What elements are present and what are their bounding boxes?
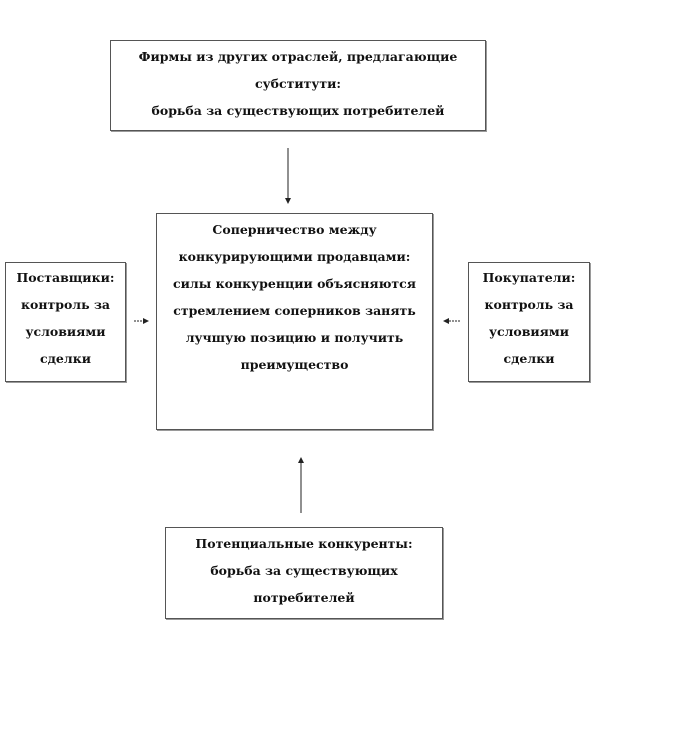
buyers-line-4: сделки	[503, 351, 555, 366]
potential-entrants-box	[165, 527, 443, 619]
entrants-line-3: потребителей	[253, 590, 355, 605]
substitutes-line-1: Фирмы из других отраслей, предлагающие	[138, 49, 458, 64]
rivalry-line-6: преимущество	[240, 357, 349, 372]
suppliers-box	[5, 262, 126, 382]
buyers-line-2: контроль за	[484, 297, 574, 312]
substitutes-box	[110, 40, 486, 131]
rivalry-line-4: стремлением соперников занять	[173, 303, 416, 318]
buyers-line-1: Покупатели:	[482, 270, 576, 285]
rivalry-box	[156, 213, 433, 430]
rivalry-line-3: силы конкуренции объясняются	[173, 276, 416, 291]
entrants-line-2: борьба за существующих	[210, 563, 398, 578]
rivalry-line-2: конкурирующими продавцами:	[178, 249, 411, 264]
substitutes-line-3: борьба за существующих потребителей	[151, 103, 445, 118]
rivalry-line-1: Соперничество между	[212, 222, 377, 237]
suppliers-line-3: условиями	[25, 324, 106, 339]
suppliers-line-4: сделки	[39, 351, 91, 366]
suppliers-line-1: Поставщики:	[16, 270, 115, 285]
rivalry-line-5: лучшую позицию и получить	[185, 330, 404, 345]
buyers-line-3: условиями	[488, 324, 570, 339]
substitutes-line-2: субститути:	[255, 76, 341, 91]
buyers-box	[468, 262, 590, 382]
suppliers-line-2: контроль за	[20, 297, 111, 312]
entrants-line-1: Потенциальные конкуренты:	[195, 536, 413, 551]
